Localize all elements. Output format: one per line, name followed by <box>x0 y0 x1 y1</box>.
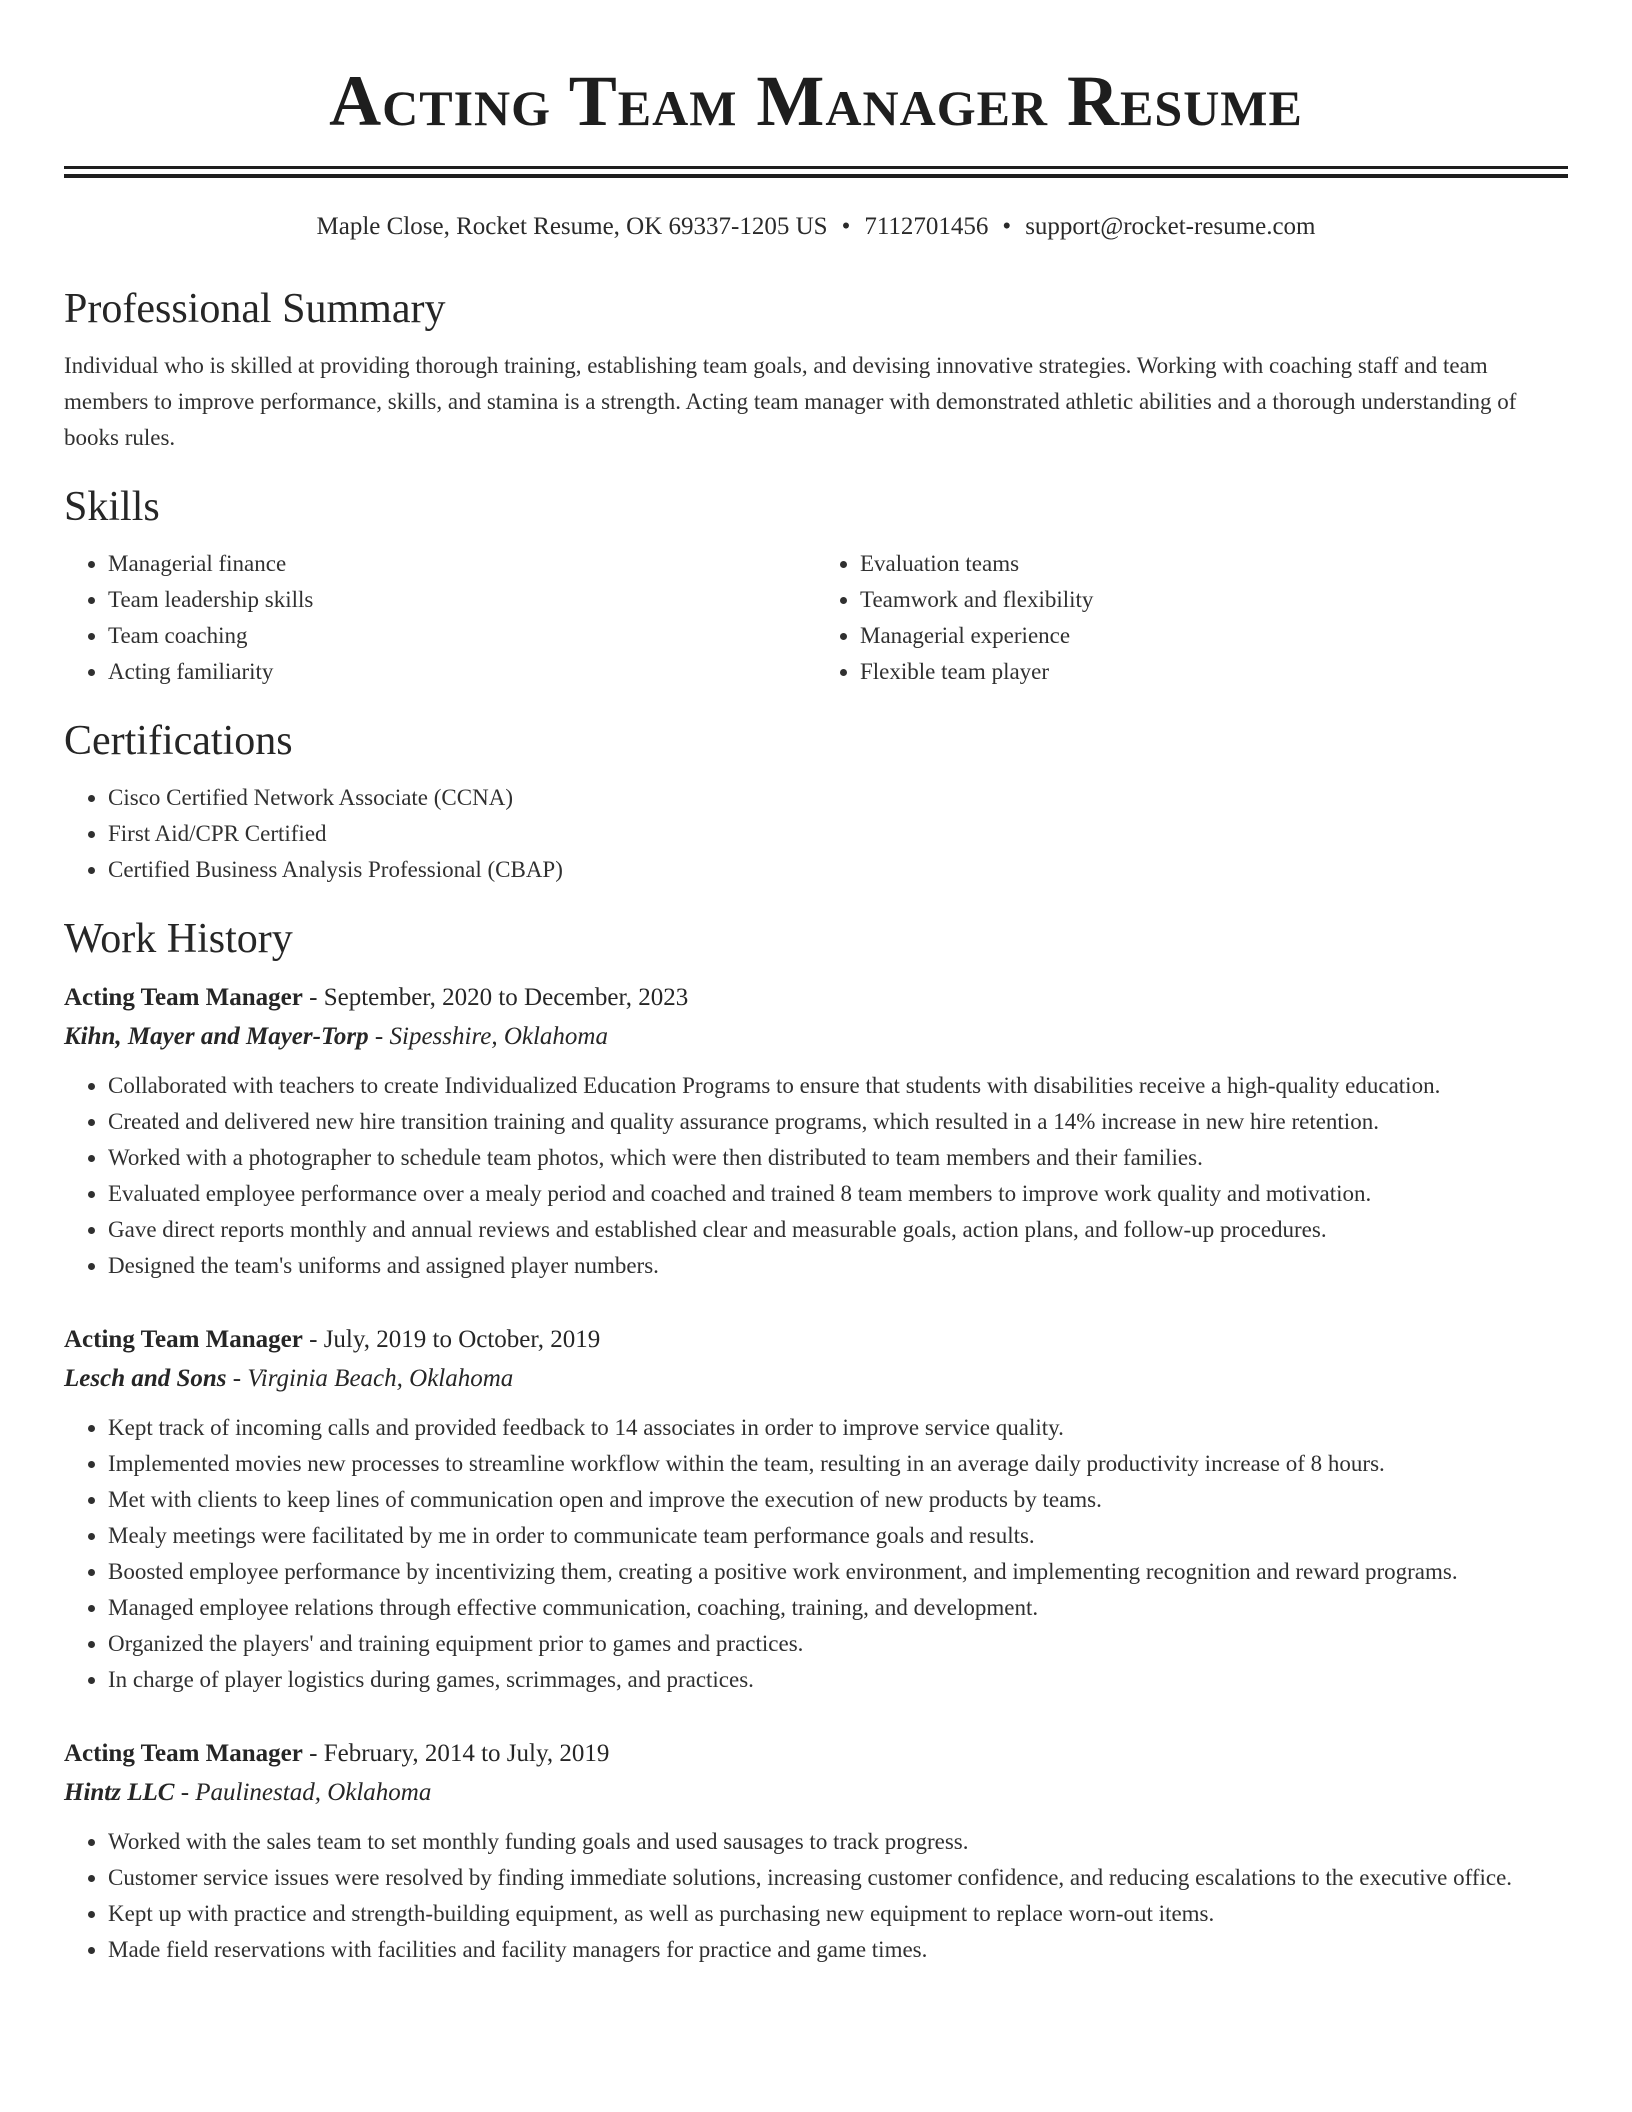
job-company: Lesch and Sons <box>64 1365 227 1392</box>
title-divider-bottom <box>64 174 1568 178</box>
skill-item: • Acting familiarity <box>108 654 816 690</box>
job-company-line <box>64 1774 1568 1812</box>
job-bullet: • Implemented movies new processes to streamline workflow within the team, resulting in an average daily productivity increase of 8 hours. <box>108 1446 1568 1482</box>
summary-heading: Professional Summary <box>64 286 446 332</box>
job-location: - Paulinestad, Oklahoma <box>174 1779 432 1806</box>
skills-section <box>64 482 1568 690</box>
job-bullet: • Met with clients to keep lines of communication open and improve the execution of new products by teams. <box>108 1482 1568 1518</box>
job-dates: - February, 2014 to July, 2019 <box>302 1740 610 1767</box>
job-bullet: • Customer service issues were resolved by finding immediate solutions, increasing customer confidence, and reducing escalations to the executive office. <box>108 1860 1568 1896</box>
skills-list-left <box>64 546 816 690</box>
job-bullet: • In charge of player logistics during games, scrimmages, and practices. <box>108 1662 1568 1698</box>
job-bullet: • Evaluated employee performance over a mealy period and coached and trained 8 team members to improve work quality and motivation. <box>108 1176 1568 1212</box>
job-company: Hintz LLC <box>64 1779 175 1806</box>
contact-separator: • <box>1002 213 1012 240</box>
work-history-section <box>64 914 1568 1968</box>
certification-item: • Certified Business Analysis Professional (CBAP) <box>108 852 1568 888</box>
certifications-section <box>64 716 1568 888</box>
job-bullet: • Worked with a photographer to schedule team photos, which were then distributed to team members and their families. <box>108 1140 1568 1176</box>
job-title: Acting Team Manager <box>64 984 303 1011</box>
certification-item: • First Aid/CPR Certified <box>108 816 1568 852</box>
job-entry <box>64 978 1568 1284</box>
skill-item: • Managerial finance <box>108 546 816 582</box>
resume-page <box>64 0 1568 1968</box>
skills-columns <box>64 546 1568 690</box>
job-bullet: • Gave direct reports monthly and annual reviews and established clear and measurable goals, action plans, and follow-up procedures. <box>108 1212 1568 1248</box>
job-bullets <box>64 1068 1568 1284</box>
certification-item: • Cisco Certified Network Associate (CCNA) <box>108 780 1568 816</box>
job-bullet: • Kept track of incoming calls and provided feedback to 14 associates in order to improve service quality. <box>108 1410 1568 1446</box>
job-title: Acting Team Manager <box>64 1326 303 1353</box>
contact-email: support@rocket-resume.com <box>1025 213 1316 240</box>
job-bullet: • Worked with the sales team to set monthly funding goals and used sausages to track progress. <box>108 1824 1568 1860</box>
job-bullet: • Boosted employee performance by incentivizing them, creating a positive work environment, and implementing recognition and reward programs. <box>108 1554 1568 1590</box>
certifications-list <box>64 780 1568 888</box>
job-location: - Virginia Beach, Oklahoma <box>226 1365 514 1392</box>
job-bullet: • Collaborated with teachers to create Individualized Education Programs to ensure that students with disabilities receive a high-quality education. <box>108 1068 1568 1104</box>
skill-item: • Team coaching <box>108 618 816 654</box>
job-header <box>64 1320 1568 1360</box>
job-bullet: • Kept up with practice and strength-building equipment, as well as purchasing new equipment to replace worn-out items. <box>108 1896 1568 1932</box>
skill-item: • Flexible team player <box>860 654 1568 690</box>
job-company-line <box>64 1018 1568 1056</box>
job-title: Acting Team Manager <box>64 1740 303 1767</box>
job-header <box>64 978 1568 1018</box>
contact-phone: 7112701456 <box>864 213 989 240</box>
job-bullet: • Designed the team's uniforms and assigned player numbers. <box>108 1248 1568 1284</box>
contact-line <box>64 210 1568 244</box>
skill-item: • Evaluation teams <box>860 546 1568 582</box>
job-bullet: • Managed employee relations through effective communication, coaching, training, and development. <box>108 1590 1568 1626</box>
skill-item: • Teamwork and flexibility <box>860 582 1568 618</box>
summary-section <box>64 284 1568 456</box>
job-company-line <box>64 1360 1568 1398</box>
title-divider-top <box>64 166 1568 169</box>
job-entry <box>64 1320 1568 1698</box>
contact-address: Maple Close, Rocket Resume, OK 69337-1205 US <box>316 213 828 240</box>
job-header <box>64 1734 1568 1774</box>
job-entry <box>64 1734 1568 1968</box>
skill-item: • Team leadership skills <box>108 582 816 618</box>
certifications-heading: Certifications <box>64 718 293 764</box>
job-bullets <box>64 1410 1568 1698</box>
job-dates: - July, 2019 to October, 2019 <box>302 1326 601 1353</box>
job-dates: - September, 2020 to December, 2023 <box>302 984 689 1011</box>
job-bullet: • Made field reservations with facilities and facility managers for practice and game times. <box>108 1932 1568 1968</box>
work-history-heading: Work History <box>64 916 293 962</box>
summary-text: Individual who is skilled at providing thorough training, establishing team goals, and devising innovative strategies. Working with coaching staff and team members to improve performance, skills, and stamina is a strength. Acting team manager with demonstrated athletic abilities and a thorough understanding of books rules. <box>64 353 1517 450</box>
page-title: Acting Team Manager Resume <box>329 61 1303 141</box>
skill-item: • Managerial experience <box>860 618 1568 654</box>
contact-separator: • <box>841 213 851 240</box>
skills-heading: Skills <box>64 484 160 530</box>
job-location: - Sipesshire, Oklahoma <box>368 1023 608 1050</box>
skills-list-right <box>816 546 1568 690</box>
job-bullet: • Organized the players' and training equipment prior to games and practices. <box>108 1626 1568 1662</box>
job-bullet: • Mealy meetings were facilitated by me in order to communicate team performance goals and results. <box>108 1518 1568 1554</box>
job-bullet: • Created and delivered new hire transition training and quality assurance programs, which resulted in a 14% increase in new hire retention. <box>108 1104 1568 1140</box>
job-company: Kihn, Mayer and Mayer-Torp <box>64 1023 369 1050</box>
job-bullets <box>64 1824 1568 1968</box>
